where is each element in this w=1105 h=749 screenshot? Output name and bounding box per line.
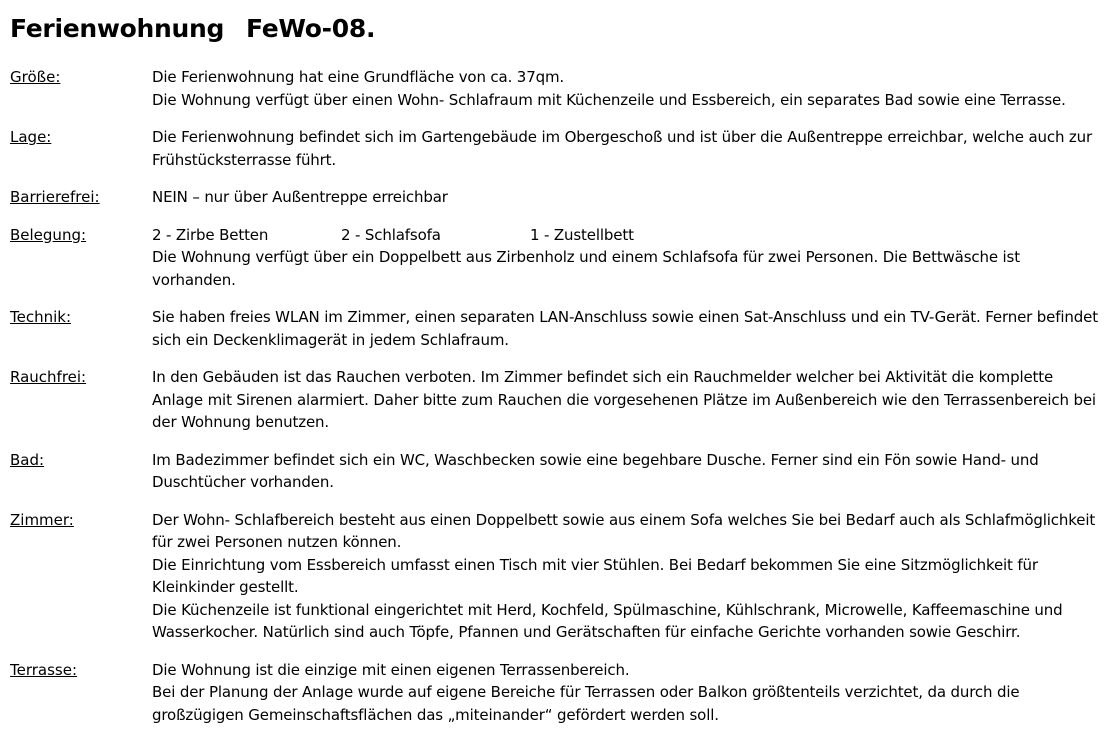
section-content-lage: [152, 126, 1100, 171]
groesse-line-1: Die Ferienwohnung hat eine Grundfläche von ca. 37qm.: [152, 68, 565, 86]
belegung-items: [152, 224, 1100, 247]
section-terrasse: [10, 659, 1100, 727]
bad-line-1: Im Badezimmer befindet sich ein WC, Waschbecken sowie eine begehbare Dusche. Ferner sind ein Fön sowie Hand- und Duschtücher vorhanden.: [152, 450, 1039, 491]
zimmer-line-2: Die Einrichtung vom Essbereich umfasst einen Tisch mit vier Stühlen. Bei Bedarf bekommen Sie eine Sitzmöglichkeit für Kleinkinder gestellt.: [152, 555, 1038, 596]
section-lage: [10, 126, 1100, 171]
section-label-groesse: Größe:: [10, 68, 61, 86]
section-content-bad: [152, 449, 1100, 494]
belegung-item-zustellbett: 1 - Zustellbett: [530, 225, 634, 244]
section-label-barrierefrei: Barrierefrei:: [10, 188, 100, 206]
zimmer-line-3: Die Küchenzeile ist funktional eingerichtet mit Herd, Kochfeld, Spülmaschine, Kühlschrank, Microwelle, Kaffeemaschine und Wasserkocher. Natürlich sind auch Töpfe, Pfannen und Gerätschaften für einfache Gerichte vorhanden sowie Geschirr.: [152, 600, 1063, 641]
section-label-zimmer: Zimmer:: [10, 510, 74, 529]
section-groesse: [10, 66, 1100, 111]
rauchfrei-line-1: In den Gebäuden ist das Rauchen verboten. Im Zimmer befindet sich ein Rauchmelder welcher bei Aktivität die komplette Anlage mit Sirenen alarmiert. Daher bitte zum Rauchen die vorgesehenen Plätze im Außenbereich wie den Terrassenbereich bei der Wohnung benutzen.: [152, 368, 1096, 431]
section-label-terrasse: Terrasse:: [10, 660, 78, 679]
belegung-item-betten: 2 - Zirbe Betten: [152, 225, 269, 244]
section-rauchfrei: [10, 366, 1100, 434]
section-content-groesse: [152, 66, 1100, 111]
technik-line-1: Sie haben freies WLAN im Zimmer, einen separaten LAN-Anschluss sowie einen Sat-Anschluss und ein TV-Gerät. Ferner befindet sich ein Deckenklimagerät in jedem Schlafraum.: [152, 308, 1098, 349]
section-label-bad: Bad:: [10, 450, 45, 469]
section-content-terrasse: [152, 659, 1100, 727]
section-label-lage: Lage:: [10, 128, 52, 146]
section-content-zimmer: [152, 509, 1100, 644]
section-technik: [10, 306, 1100, 351]
terrasse-line-1: Die Wohnung ist die einzige mit einen eigenen Terrassenbereich.: [152, 660, 630, 679]
section-content-barrierefrei: [152, 186, 1100, 209]
lage-line-1: Die Ferienwohnung befindet sich im Gartengebäude im Obergeschoß und ist über die Außentreppe erreichbar, welche auch zur Frühstücksterrasse führt.: [152, 128, 1093, 169]
section-barrierefrei: [10, 186, 1100, 209]
title-code: FeWo-08.: [246, 14, 376, 43]
document-page: [10, 0, 1100, 726]
section-content-rauchfrei: [152, 366, 1100, 434]
section-label-technik: Technik:: [10, 308, 72, 326]
section-content-belegung: [152, 224, 1100, 292]
section-zimmer: [10, 509, 1100, 644]
section-label-belegung: Belegung:: [10, 225, 87, 244]
barrierefrei-line-1: NEIN – nur über Außentreppe erreichbar: [152, 188, 448, 206]
section-bad: [10, 449, 1100, 494]
section-label-rauchfrei: Rauchfrei:: [10, 368, 87, 386]
belegung-line-1: Die Wohnung verfügt über ein Doppelbett aus Zirbenholz und einem Schlafsofa für zwei Personen. Die Bettwäsche ist vorhanden.: [152, 248, 1020, 289]
section-content-technik: [152, 306, 1100, 351]
terrasse-line-2: Bei der Planung der Anlage wurde auf eigene Bereiche für Terrassen oder Balkon größtenteils verzichtet, da durch die großzügigen Gemeinschaftsflächen das „miteinander“ gefördert werden soll.: [152, 683, 1020, 724]
page-title: [10, 0, 1100, 62]
section-belegung: [10, 224, 1100, 292]
belegung-item-schlafsofa: 2 - Schlafsofa: [341, 225, 441, 244]
zimmer-line-1: Der Wohn- Schlafbereich besteht aus einen Doppelbett sowie aus einem Sofa welches Sie bei Bedarf auch als Schlafmöglichkeit für zwei Personen nutzen können.: [152, 510, 1096, 551]
groesse-line-2: Die Wohnung verfügt über einen Wohn- Schlafraum mit Küchenzeile und Essbereich, ein separates Bad sowie eine Terrasse.: [152, 90, 1066, 109]
title-name: Ferienwohnung: [10, 14, 225, 43]
